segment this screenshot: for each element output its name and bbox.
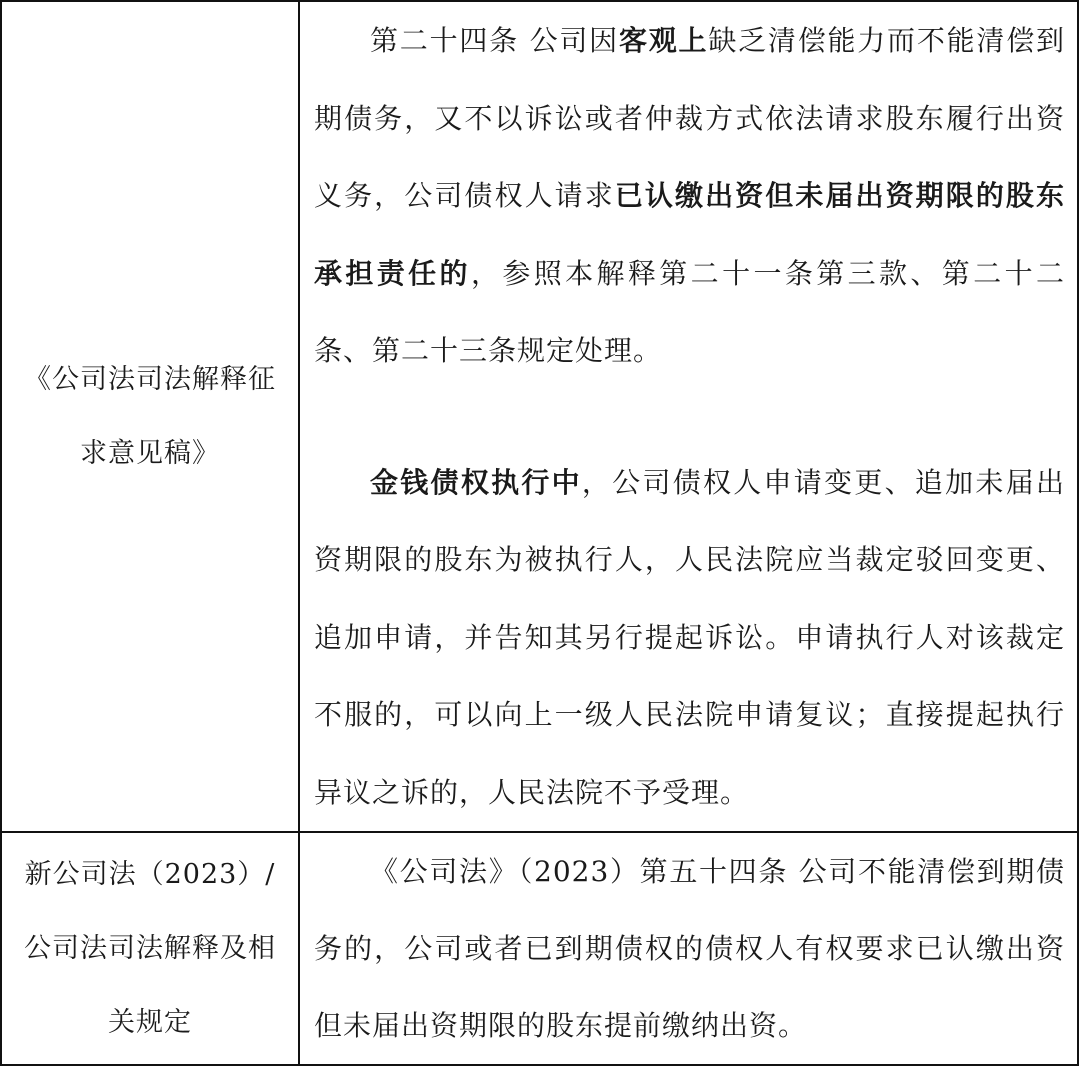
text-run: 《公司法》（2023）第五十四条 公司不能清偿到期债务的，公司或者已到期债权的债权人有权要求已认缴出资但未届出资期限的股东提前缴纳出资。	[314, 855, 1065, 1042]
table-row	[1, 832, 1078, 1065]
text-run: 第二十四条 公司因	[370, 24, 619, 57]
emphasis-text: 已认缴出资但未届出资期限的股东承担责任的	[314, 179, 1065, 290]
text-run: 缺乏清偿能力而不能清偿到期债务，又不以诉讼或者仲裁方式依法请求股东履行出资义务，公司债权人请求	[314, 24, 1065, 212]
emphasis-text: 金钱债权执行中	[370, 465, 582, 499]
row-label-cell	[1, 1, 299, 832]
article-paragraph	[300, 833, 1077, 1064]
text-run: ，公司债权人申请变更、追加未届出资期限的股东为被执行人，人民法院应当裁定驳回变更、追加申请，并告知其另行提起诉讼。申请执行人对该裁定不服的，可以向上一级人民法院申请复议；直接提起执行异议之诉的，人民法院不予受理。	[314, 465, 1065, 809]
row-label: 新公司法（2023）/公司法司法解释及相关规定	[24, 858, 276, 1038]
row-content-cell	[299, 1, 1078, 832]
emphasis-text: 客观上	[618, 24, 709, 57]
row-content-cell	[299, 832, 1078, 1065]
row-label: 《公司法司法解释征求意见稿》	[24, 363, 276, 469]
text-run: ，参照本解释第二十一条第三款、第二十二条、第二十三条规定处理。	[314, 256, 1065, 367]
article-paragraph	[300, 444, 1077, 832]
table-row	[1, 1, 1078, 832]
paragraph-gap	[300, 390, 1077, 444]
article-paragraph	[300, 2, 1077, 390]
row-label-cell	[1, 832, 299, 1065]
